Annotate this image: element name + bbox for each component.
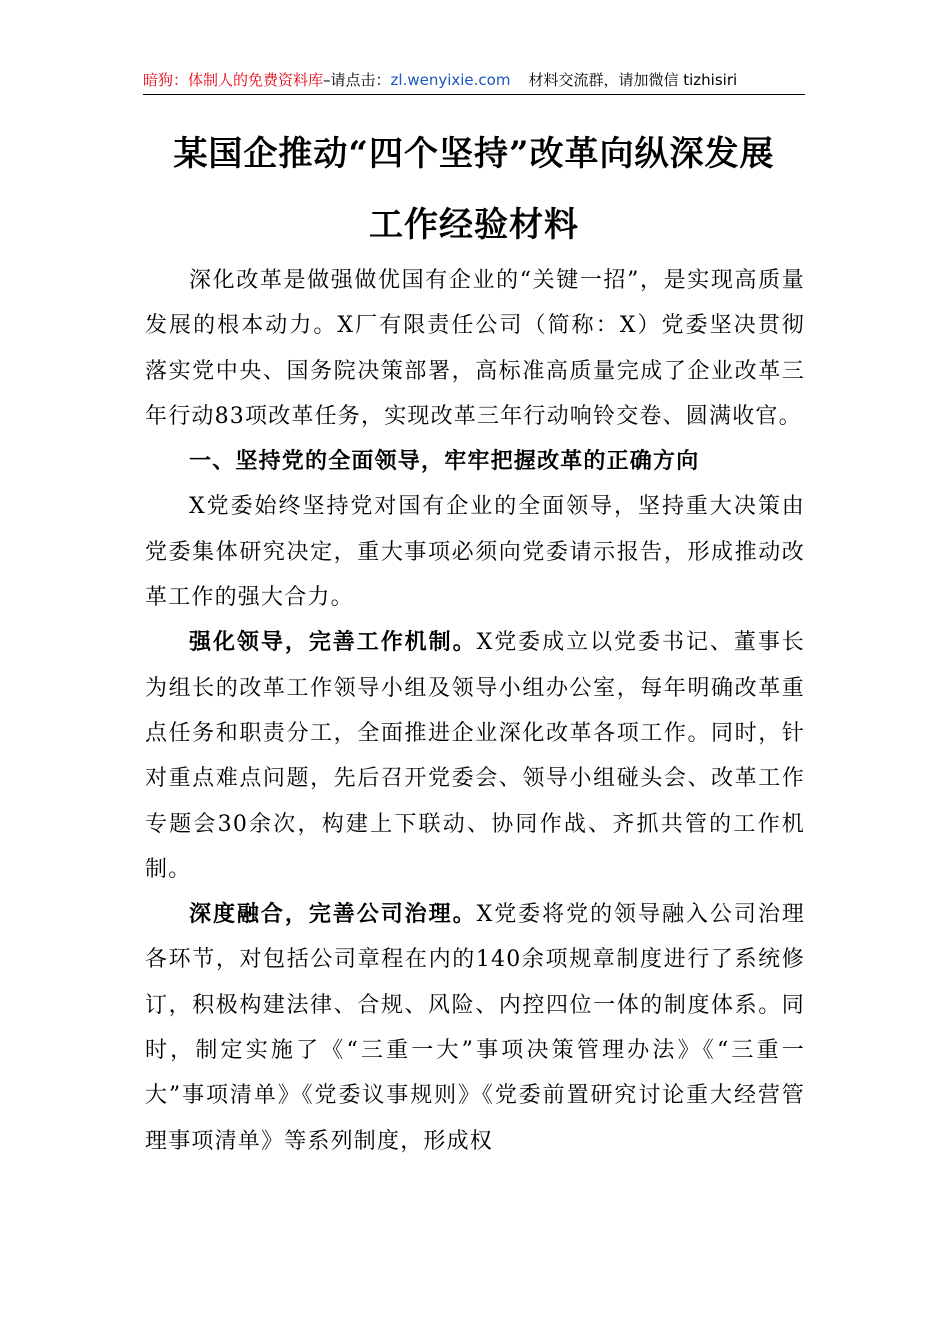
header-contact: 材料交流群，请加微信 tizhisiri <box>528 71 738 89</box>
document-body <box>145 258 805 1164</box>
paragraph-lead: 深度融合，完善公司治理。 <box>189 902 477 928</box>
header-brand: 暗狗：体制人的免费资料库 <box>143 71 324 89</box>
header-link[interactable]: zl.wenyixie.com <box>390 71 511 89</box>
governance-paragraph <box>145 892 805 1164</box>
section-paragraph: X党委始终坚持党对国有企业的全面领导，坚持重大决策由党委集体研究决定，重大事项必须向党委请示报告，形成推动改革工作的强大合力。 <box>145 494 805 611</box>
section-heading: 一、坚持党的全面领导，牢牢把握改革的正确方向 <box>189 449 700 475</box>
leadership-paragraph <box>145 620 805 892</box>
document-title-line-2: 工作经验材料 <box>369 205 579 245</box>
document-title-line-1: 某国企推动“四个坚持”改革向纵深发展 <box>173 134 775 174</box>
paragraph-text: X党委成立以党委书记、董事长为组长的改革工作领导小组及领导小组办公室，每年明确改革重点任务和职责分工，全面推进企业深化改革各项工作。同时，针对重点难点问题，先后召开党委会、领导小组碰头会、改革工作专题会30余次，构建上下联动、协同作战、齐抓共管的工作机制。 <box>145 630 806 882</box>
paragraph-lead: 强化领导，完善工作机制。 <box>189 630 477 656</box>
header-prompt: –请点击： <box>323 71 391 89</box>
page-header <box>143 66 805 95</box>
paragraph-text: X党委将党的领导融入公司治理各环节，对包括公司章程在内的140余项规章制度进行了系统修订，积极构建法律、合规、风险、内控四位一体的制度体系。同时，制定实施了《“三重一大”事项决策管理办法》《“三重一大”事项清单》《党委议事规则》《党委前置研究讨论重大经营管理事项清单》等系列制度，形成权 <box>145 902 806 1154</box>
intro-paragraph: 深化改革是做强做优国有企业的“关键一招”，是实现高质量发展的根本动力。X厂有限责任公司（简称：X）党委坚决贯彻落实党中央、国务院决策部署，高标准高质量完成了企业改革三年行动83项改革任务，实现改革三年行动响铃交卷、圆满收官。 <box>145 268 805 429</box>
